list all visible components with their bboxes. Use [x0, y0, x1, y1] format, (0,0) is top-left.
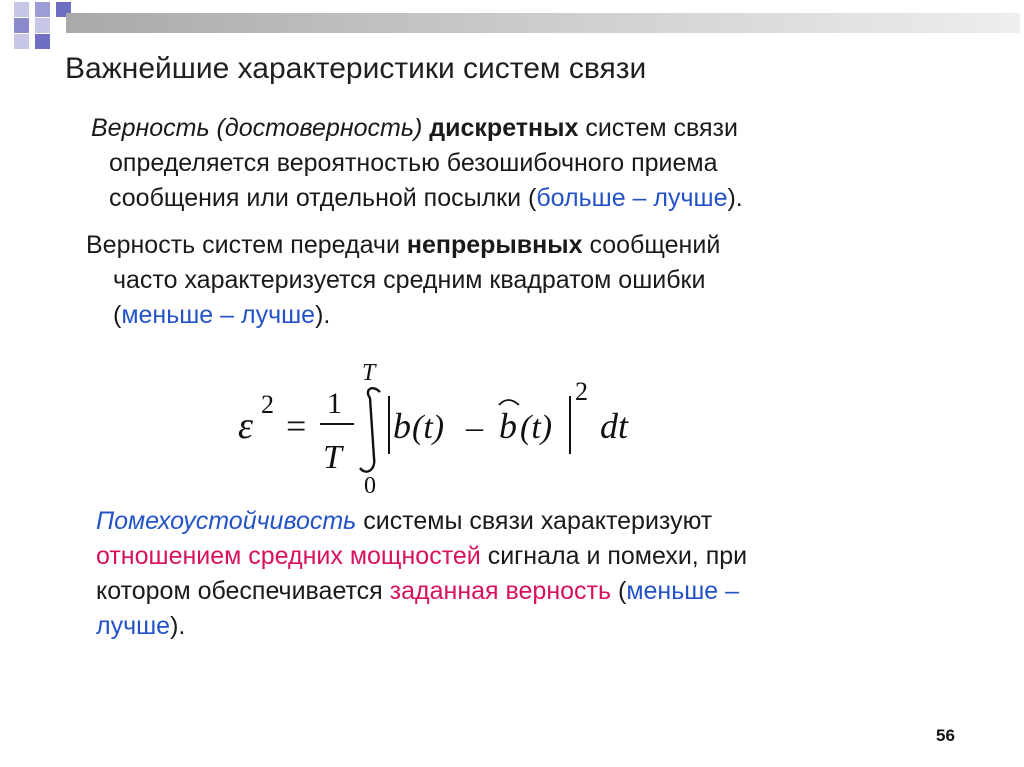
paragraph-line: определяется вероятностью безошибочного приема — [109, 149, 718, 177]
formula-denominator: T — [323, 439, 342, 476]
paragraph-line — [86, 228, 720, 263]
text-span: ). — [315, 301, 331, 329]
formula-upper-limit: T — [362, 360, 376, 386]
formula-lower-limit: 0 — [364, 473, 376, 498]
paragraph-discrete — [91, 111, 743, 216]
paragraph-line — [113, 298, 720, 333]
formula-epsilon: ε — [238, 405, 253, 447]
mean-square-error-formula — [236, 358, 656, 498]
deco-square — [14, 2, 29, 17]
paragraph-continuous — [86, 228, 720, 333]
hat-mark — [499, 400, 519, 405]
formula-numerator: 1 — [327, 387, 342, 420]
text-span: ( — [611, 577, 627, 605]
slide-title: Важнейшие характеристики систем связи — [65, 52, 647, 85]
highlight-target-fidelity: заданная верность — [389, 577, 612, 605]
text-span: котором обеспечивается — [96, 577, 390, 605]
text-span: ( — [113, 301, 122, 329]
formula-arg: (t) — [412, 409, 445, 446]
formula-minus: – — [466, 409, 483, 446]
formula-b-hat: b — [499, 406, 517, 446]
text-span: ). — [170, 612, 186, 640]
deco-square — [35, 18, 50, 33]
formula-outer-power: 2 — [575, 377, 588, 406]
text-span: сообщения или отдельной посылки ( — [109, 184, 537, 212]
term-discrete: дискретных — [422, 114, 579, 142]
text-span: сигнала и помехи, при — [480, 542, 748, 570]
highlight-less: меньше – — [626, 577, 740, 605]
deco-square — [14, 18, 29, 33]
paragraph-line — [109, 181, 743, 216]
text-span: сообщений — [582, 231, 721, 259]
term-continuous: непрерывных — [406, 231, 583, 259]
deco-square — [35, 34, 50, 49]
highlight-better: лучше — [96, 612, 171, 640]
term-fidelity: Верность (достоверность) — [91, 114, 423, 142]
formula-arg: (t) — [520, 409, 553, 446]
highlight-more-better: больше – лучше — [536, 184, 728, 212]
integral-sign — [360, 388, 380, 471]
text-span: системы связи характеризуют — [356, 507, 713, 535]
deco-square — [35, 2, 50, 17]
paragraph-line — [96, 574, 747, 609]
paragraph-line: часто характеризуется средним квадратом ошибки — [113, 266, 706, 294]
paragraph-line — [96, 504, 747, 539]
formula-dt: dt — [600, 406, 629, 446]
header-bar — [66, 13, 1020, 33]
paragraph-line — [96, 539, 747, 574]
paragraph-noise-immunity — [96, 504, 747, 644]
highlight-less-better: меньше – лучше — [121, 301, 316, 329]
formula-b: b — [393, 406, 411, 446]
text-span: систем связи — [578, 114, 738, 142]
term-noise-immunity: Помехоустойчивость — [96, 507, 357, 535]
formula-power: 2 — [261, 390, 274, 419]
page-number: 56 — [936, 726, 955, 745]
deco-square — [14, 34, 29, 49]
paragraph-line — [91, 111, 743, 146]
formula-equals: = — [286, 406, 307, 446]
text-span: ). — [727, 184, 743, 212]
paragraph-line — [96, 609, 747, 644]
text-span: Верность систем передачи — [86, 231, 407, 259]
highlight-power-ratio: отношением средних мощностей — [96, 542, 481, 570]
